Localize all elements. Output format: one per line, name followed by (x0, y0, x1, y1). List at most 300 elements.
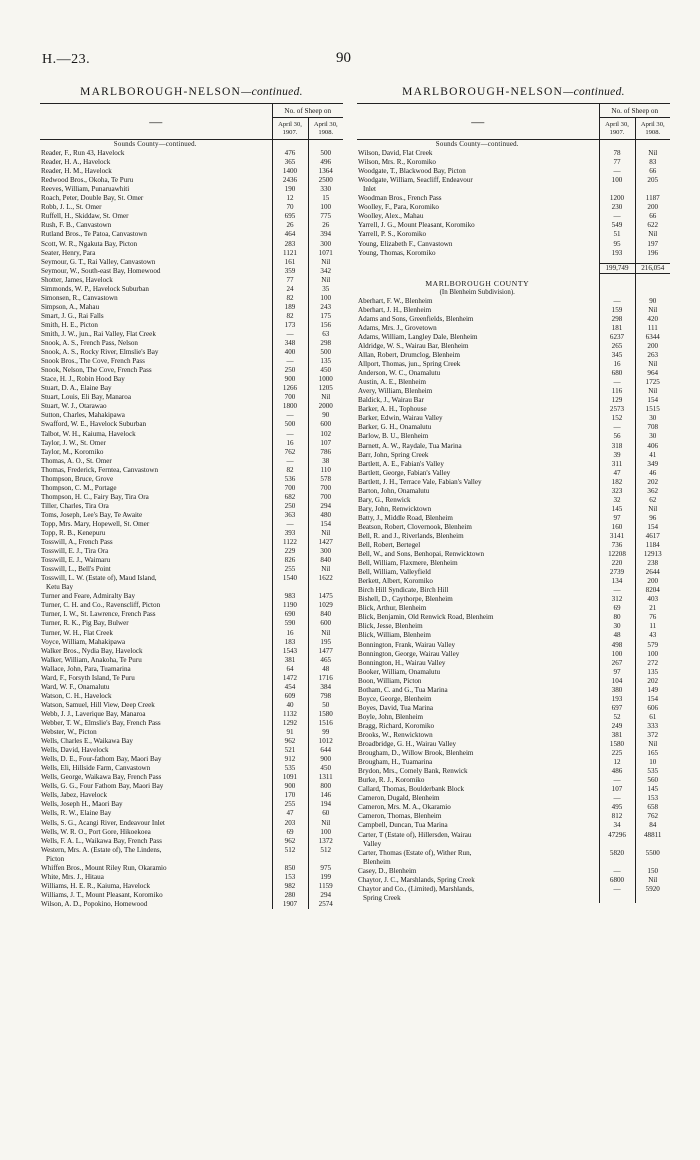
sheep-1908-cell: Nil (321, 393, 331, 402)
sheep-1907-cell: 193 (599, 695, 635, 704)
table-row (357, 369, 670, 378)
table-row (40, 511, 343, 520)
sheep-1908-cell: 496 (320, 158, 332, 167)
sheep-1908-cell: Nil (648, 230, 658, 239)
owner-name-cell: Wilson, David, Flat Creek (358, 149, 433, 158)
table-row (40, 258, 343, 267)
sheep-1907-cell: 500 (272, 420, 308, 429)
table-row (357, 713, 670, 722)
sheep-1907-cell: — (599, 776, 635, 785)
sheep-1907-cell: 77 (272, 276, 308, 285)
owner-name-cell: Voyce, William, Mahakipawa (41, 637, 126, 646)
sheep-1907-cell: 51 (599, 230, 635, 239)
sheep-1908-cell: 1184 (645, 541, 660, 550)
sheep-1907-cell: 40 (272, 701, 308, 710)
sheep-1907-cell: 30 (599, 622, 635, 631)
table-row (357, 221, 670, 230)
owner-name-cell: Tosswill, E. J., Tira Ora (41, 547, 109, 556)
sheep-1907-cell: 265 (599, 342, 635, 351)
sheep-1908-cell: 1725 (645, 378, 660, 387)
sheep-1907-cell: 190 (272, 185, 308, 194)
sheep-1908-cell: 154 (647, 694, 659, 703)
sheep-1907-cell: 2739 (599, 568, 635, 577)
sheep-1907-cell: 1091 (272, 773, 308, 782)
sheep-1908-cell: 48 (322, 664, 330, 673)
sheep-1907-cell: 159 (599, 306, 635, 315)
table-row (40, 411, 343, 420)
sheep-1908-cell: 330 (320, 185, 332, 194)
sheep-1907-cell: — (272, 520, 308, 529)
sheep-1908-cell: Nil (321, 529, 331, 538)
sheep-1907-cell: 183 (272, 638, 308, 647)
table-row (357, 568, 670, 577)
table-row (40, 185, 343, 194)
owner-name-cell: Broadbridge, G. H., Wairau Valley (358, 740, 457, 749)
owner-name-cell: Bell, R. and J., Riverlands, Blenheim (358, 531, 464, 540)
owner-name-cell: Blick, Benjamin, Old Renwick Road, Blenheim (358, 613, 494, 622)
sheep-1908-cell: 30 (649, 432, 657, 441)
owner-name-cell: Baldick, J., Wairau Bar (358, 396, 424, 405)
sheep-1907-cell: 12208 (599, 550, 635, 559)
sheep-1907-cell: — (272, 457, 308, 466)
owner-name-cell: Whiffen Bros., Mount Riley Run, Okaramio (41, 863, 167, 872)
sheep-1907-cell: 161 (272, 258, 308, 267)
sheep-1908-cell: 578 (320, 474, 332, 483)
owner-name-cell: Bary, G., Renwick (358, 495, 411, 504)
owner-name-cell: Brougham, D., Willow Brook, Blenheim (358, 749, 474, 758)
sheep-1907-cell: 311 (599, 460, 635, 469)
sheep-1907-cell: 590 (272, 619, 308, 628)
sheep-1908-cell: Nil (321, 628, 331, 637)
sheep-1908-cell: 600 (320, 619, 332, 628)
sheep-1907-cell: 365 (272, 158, 308, 167)
table-row (357, 514, 670, 523)
sheep-1907-cell: 152 (599, 414, 635, 423)
owner-name-cell: Casey, D., Blenheim (358, 866, 417, 875)
sheep-1908-cell (308, 583, 343, 592)
table-row (357, 740, 670, 749)
table-row (40, 900, 343, 909)
table-row (40, 610, 343, 619)
owner-name-cell: Aberhart, J. H., Blenheim (358, 305, 432, 314)
sheep-1907-cell: 464 (272, 230, 308, 239)
owner-name-cell: Williams, H. E. R., Kaiuma, Havelock (41, 881, 151, 890)
sheep-1907-cell: 2573 (599, 405, 635, 414)
table-row (357, 405, 670, 414)
sheep-1907-cell (599, 894, 635, 903)
owner-name-cell: Wells, W. R. O., Port Gore, Hikoekoea (41, 827, 151, 836)
table-row (40, 502, 343, 511)
owner-name-cell: Bartlett, A. E., Fabian's Valley (358, 459, 444, 468)
owner-name-cell: Webster, W., Picton (41, 728, 97, 737)
table-row (357, 176, 670, 185)
table-row (40, 710, 343, 719)
owner-name-cell: Reader, F., Run 43, Havelock (41, 149, 125, 158)
table-row (357, 659, 670, 668)
owner-name-cell: Ruffell, H., Skiddaw, St. Omer (41, 212, 129, 221)
sheep-1907-cell: 199,749 (599, 263, 635, 273)
table-row (40, 755, 343, 764)
table-row (357, 315, 670, 324)
header-year-1907: April 30, 1907. (272, 118, 308, 140)
owner-name-cell: Ward, W. F., Onamalutu (41, 682, 110, 691)
sheep-1907-cell: 298 (599, 315, 635, 324)
sheep-1908-cell: 15 (322, 194, 330, 203)
sheep-1907-cell: 267 (599, 659, 635, 668)
sheep-1908-cell: 100 (320, 293, 332, 302)
table-row (357, 622, 670, 631)
owner-name-cell: Walker Bros., Nydia Bay, Havelock (41, 646, 143, 655)
sheep-1907-cell: — (272, 411, 308, 420)
sheep-1908-cell: 110 (320, 465, 331, 474)
sheep-1907-cell: 1907 (272, 900, 308, 909)
sheep-1908-cell: 1000 (318, 375, 333, 384)
sheep-1907-cell: 203 (272, 819, 308, 828)
owner-name-cell: Campbell, Duncan, Tua Marina (358, 821, 448, 830)
sheep-1908-cell: 200 (647, 341, 659, 350)
owner-name-cell: Wells, R. W., Elaine Bay (41, 809, 112, 818)
sheep-1908-cell: 30 (649, 414, 657, 423)
owner-name-cell: Brydon, Mrs., Comely Bank, Renwick (358, 767, 468, 776)
table-row (357, 423, 670, 432)
table-row (357, 631, 670, 640)
sheep-1908-cell: Nil (321, 275, 331, 284)
table-row (40, 719, 343, 728)
owner-name-cell: Webber, T. W., Elmslie's Bay, French Pass (41, 719, 161, 727)
sheep-1908-cell: 154 (320, 519, 332, 528)
owner-name-cell: Turner, W. H., Flat Creek (41, 628, 113, 637)
sheep-1908-cell: 135 (647, 667, 659, 676)
table-row (40, 773, 343, 782)
table-row (357, 451, 670, 460)
sheep-1907-cell: 91 (272, 728, 308, 737)
sheep-1907-cell: 95 (599, 240, 635, 249)
owner-name-cell: Beatson, Robert, Clovernook, Blenheim (358, 522, 472, 531)
sheep-1908-cell: 800 (320, 782, 332, 791)
table-row (40, 800, 343, 809)
sheep-1907-cell: 381 (599, 731, 635, 740)
sheep-1908-cell: 41 (649, 450, 657, 459)
table-row (40, 457, 343, 466)
owner-name-cell: Booker, William, Onamalutu (358, 667, 441, 676)
table-row (357, 387, 670, 396)
table-row (40, 837, 343, 846)
sheep-1907-cell: 1122 (272, 538, 308, 547)
sheep-1907-cell: 1190 (272, 601, 308, 610)
table-row (40, 430, 343, 439)
owner-name-cell: Wells, George, Waikawa Bay, French Pass (41, 773, 162, 782)
owner-name-cell: Yarrell, P. S., Koromiko (358, 230, 427, 239)
owner-name-cell: Smith, J. W., jun., Rai Valley, Flat Creek (41, 329, 156, 338)
table-row (357, 668, 670, 677)
sheep-1908-cell: 406 (647, 441, 659, 450)
sheep-1907-cell: 312 (599, 595, 635, 604)
table-row (40, 339, 343, 348)
table-row (40, 384, 343, 393)
table-row (40, 791, 343, 800)
sheep-1908-cell: 900 (320, 755, 332, 764)
sheep-1908-cell (635, 894, 670, 903)
sheep-1908-cell: 2000 (318, 402, 333, 411)
owner-name-cell: Robb, J. L., St. Omer (41, 203, 102, 212)
owner-name-cell: Aberhart, F. W., Blenheim (358, 296, 433, 305)
sheep-1908-cell: 1029 (318, 601, 333, 610)
owner-name-cell: Cameron, Mrs. M. A., Okaramio (358, 803, 451, 812)
sheep-1907-cell: 380 (599, 686, 635, 695)
sheep-1908-cell: 403 (647, 595, 659, 604)
sheep-1908-cell: 294 (320, 890, 332, 899)
sheep-1907-cell: 323 (599, 487, 635, 496)
table-row (40, 864, 343, 873)
table-row (40, 529, 343, 538)
sheep-1908-cell: 644 (320, 746, 332, 755)
owner-name-cell: Smith, H. E., Picton (41, 320, 98, 329)
owner-name-cell: Simpson, A., Mahau (41, 302, 100, 311)
owner-name-cell: Blick, Jesse, Blenheim (358, 622, 423, 631)
owner-name-cell: Turner, C. H. and Co., Ravenscliff, Picton (41, 601, 161, 610)
owner-name-cell: Bartlett, George, Fabian's Valley (358, 468, 451, 477)
owner-name-cell: Burke, R. J., Koromiko (358, 776, 425, 785)
sheep-1908-cell: 1364 (318, 167, 333, 176)
header-name-column: — (357, 104, 599, 140)
owner-name-cell: Western, Mrs. A. (Estate of), The Lindens, (41, 845, 162, 854)
sheep-1908-cell: 964 (647, 369, 659, 378)
sheep-1908-cell: Nil (321, 257, 331, 266)
sheep-1907-cell: 64 (272, 665, 308, 674)
owner-name-cell: Callard, Thomas, Boulderbank Block (358, 785, 465, 794)
sheep-1908-cell: 175 (320, 311, 332, 320)
table-row (40, 737, 343, 746)
owner-name-cell: Thompson, H. C., Fairy Bay, Tira Ora (41, 492, 149, 501)
table-row (357, 812, 670, 821)
owner-name-cell: Boon, William, Picton (358, 676, 422, 685)
sheep-1907-cell: 160 (599, 523, 635, 532)
sheep-1907-cell: 225 (599, 749, 635, 758)
owner-name-cell: Stuart, D. A., Elaine Bay (41, 384, 112, 393)
sheep-1907-cell: 521 (272, 746, 308, 755)
sheep-1908-cell: 600 (320, 420, 332, 429)
table-row (357, 230, 670, 239)
sheep-1908-cell: 5920 (645, 884, 660, 893)
owner-name-cell: Scott, W. R., Ngakuta Bay, Picton (41, 239, 138, 248)
table-row (40, 638, 343, 647)
table-row (40, 176, 343, 185)
table-row (40, 828, 343, 837)
sheep-1908-cell: 62 (649, 495, 657, 504)
sheep-1908-cell: 238 (647, 559, 659, 568)
table-row (40, 891, 343, 900)
table-row (40, 556, 343, 565)
header-year-1907: April 30, 1907. (599, 118, 635, 140)
sheep-1908-cell: 66 (649, 167, 657, 176)
owner-name-cell: Woodman Bros., French Pass (358, 194, 442, 203)
sheep-1907-cell: 69 (272, 828, 308, 837)
table-row (40, 647, 343, 656)
sheep-1907-cell (599, 140, 635, 149)
sheep-1908-cell (635, 140, 670, 149)
owner-name-cell: Bonnington, H., Wairau Valley (358, 658, 446, 667)
owner-name-cell: Picton (46, 854, 65, 863)
owner-name-cell: Young, Elizabeth F., Canvastown (358, 239, 453, 248)
owner-name-cell: Reeves, William, Punaruawhiti (41, 185, 130, 194)
sheep-1907-cell: 359 (272, 267, 308, 276)
column-title-text: MARLBOROUGH-NELSON (402, 86, 564, 98)
sheep-1907-cell: 78 (599, 149, 635, 158)
table-row (357, 158, 670, 167)
sheep-1908-cell: 420 (647, 314, 659, 323)
owner-name-cell: Botham, C. and G., Tua Marina (358, 685, 448, 694)
table-row (357, 595, 670, 604)
owner-name-cell: Reader, H. M., Havelock (41, 167, 112, 176)
column-title-suffix: —continued. (241, 86, 303, 98)
owner-name-cell: Woodgate, William, Seacliff, Endeavour (358, 176, 473, 185)
owner-name-cell: Taylor, J. W., St. Omer (41, 438, 106, 447)
table-row (40, 520, 343, 529)
sheep-1907-cell: — (599, 794, 635, 803)
table-row (40, 321, 343, 330)
table-row (40, 619, 343, 628)
sheep-1907-cell: 1800 (272, 402, 308, 411)
table-row (357, 194, 670, 203)
sheep-1908-cell: 1372 (318, 836, 333, 845)
table-row (357, 650, 670, 659)
sheep-1908-cell: 107 (320, 438, 332, 447)
owner-name-cell: Simonsen, R., Canvastown (41, 293, 118, 302)
sheep-1908-cell: 2574 (318, 899, 333, 908)
table-row (357, 297, 670, 306)
sheep-1908-cell: Nil (321, 565, 331, 574)
sheep-1907-cell: 16 (272, 629, 308, 638)
sheep-1908-cell: 100 (647, 649, 659, 658)
table-row (40, 764, 343, 773)
header-group-label: No. of Sheep on (599, 104, 670, 118)
sheep-1908-cell: 700 (320, 483, 332, 492)
owner-name-cell: Bragg, Richard, Koromiko (358, 721, 435, 730)
owner-name-cell: Redwood Bros., Okoha, Te Puru (41, 176, 134, 185)
sheep-1908-cell: 450 (320, 764, 332, 773)
owner-name-cell: Webb, J. J., Laverique Bay, Manaroa (41, 709, 146, 718)
sheep-1908-cell: 90 (322, 411, 330, 420)
sheep-1908-cell: 349 (647, 459, 659, 468)
owner-name-cell: Wells, Eli, Hillside Farm, Canvastown (41, 764, 151, 773)
table-row (40, 746, 343, 755)
table-row (40, 267, 343, 276)
table-row (40, 656, 343, 665)
owner-name-cell: Tiller, Charles, Tira Ora (41, 501, 109, 510)
owner-name-cell: Valley (363, 839, 382, 848)
owner-name-cell: Wells, David, Havelock (41, 746, 109, 755)
sheep-1908-cell: 300 (320, 547, 332, 556)
sheep-1907-cell: 16 (599, 360, 635, 369)
sheep-1907-cell: 249 (599, 722, 635, 731)
sheep-1907-cell: 47 (599, 469, 635, 478)
sheep-1908-cell: 1580 (318, 709, 333, 718)
sheep-1908-cell: 154 (647, 396, 659, 405)
sheep-1908-cell (308, 140, 343, 149)
sheep-1908-cell: 579 (647, 640, 659, 649)
sheep-1908-cell (635, 840, 670, 849)
sheep-1907-cell: 1132 (272, 710, 308, 719)
sheep-1907-cell (272, 140, 308, 149)
continuation-row (357, 840, 670, 849)
left-column (40, 84, 343, 909)
table-row (357, 203, 670, 212)
sheep-1907-cell: 3141 (599, 532, 635, 541)
sheep-1907-cell (599, 858, 635, 867)
owner-name-cell: Yarrell, J. G., Mount Pleasant, Koromiko (358, 221, 475, 230)
table-row (357, 686, 670, 695)
owner-name-cell: Taylor, M., Koromiko (41, 447, 104, 456)
sheep-1907-cell: 230 (599, 203, 635, 212)
sheep-1908-cell (308, 855, 343, 864)
owner-name-cell: Barnett, A. W., Raydale, Tua Marina (358, 441, 462, 450)
owner-name-cell: Snook Bros., The Cove, French Pass (41, 357, 145, 366)
sheep-1908-cell: 1205 (318, 384, 333, 393)
owner-name-cell: Rutland Bros., Te Patoa, Canvastown (41, 230, 147, 239)
owner-name-cell: Watson, Samuel, Hill View, Deep Creek (41, 700, 155, 709)
sheep-1908-cell: 154 (647, 522, 659, 531)
table-row (40, 701, 343, 710)
table-row (357, 559, 670, 568)
sheep-1907-cell: 69 (599, 604, 635, 613)
sheep-1907-cell: 250 (272, 502, 308, 511)
sheep-1907-cell: 39 (599, 451, 635, 460)
sheep-1907-cell: 700 (272, 393, 308, 402)
sheep-1907-cell: 495 (599, 803, 635, 812)
sheep-1908-cell (635, 288, 670, 297)
sheep-1908-cell: Nil (648, 740, 658, 749)
table-row (40, 402, 343, 411)
table-row (357, 149, 670, 158)
table-row (40, 547, 343, 556)
sheep-1907-cell: 536 (272, 475, 308, 484)
sheep-1908-cell (635, 858, 670, 867)
total-row (357, 263, 670, 273)
owner-name-cell (357, 263, 599, 273)
owner-name-cell: Boyce, George, Blenheim (358, 694, 432, 703)
sheep-1907-cell: — (599, 885, 635, 894)
owner-name-cell: Woodgate, T., Blackwood Bay, Picton (358, 167, 466, 176)
sheep-1907-cell: 850 (272, 864, 308, 873)
sheep-1908-cell: 798 (320, 691, 332, 700)
owner-name-cell: Spring Creek (363, 893, 401, 902)
table-row (40, 683, 343, 692)
owner-name-cell: Brougham, H., Tuamarina (358, 758, 433, 767)
owner-name-cell: Barker, Edwin, Wairau Valley (358, 414, 443, 423)
table-row (40, 357, 343, 366)
table-row (40, 330, 343, 339)
owner-name-cell: Barlow, B. U., Blenheim (358, 432, 429, 441)
table-row (357, 532, 670, 541)
sheep-1907-cell (599, 288, 635, 297)
sheep-1907-cell: 52 (599, 713, 635, 722)
owner-name-cell: Bonnington, George, Wairau Valley (358, 649, 460, 658)
continuation-row (357, 185, 670, 194)
sheep-1907-cell: 6237 (599, 333, 635, 342)
sheep-1907-cell: 16 (272, 439, 308, 448)
sheep-1908-cell: 100 (320, 203, 332, 212)
table-header (357, 103, 670, 140)
sheep-1908-cell: 135 (320, 357, 332, 366)
sheep-1907-cell: 912 (272, 755, 308, 764)
sheep-1907-cell: — (599, 297, 635, 306)
table-row (40, 167, 343, 176)
table-row (40, 212, 343, 221)
table-row (40, 565, 343, 574)
sheep-1908-cell: 1515 (645, 405, 660, 414)
owner-name-cell: Brooks, W., Renwicktown (358, 731, 433, 739)
sheep-1908-cell: 202 (647, 477, 659, 486)
